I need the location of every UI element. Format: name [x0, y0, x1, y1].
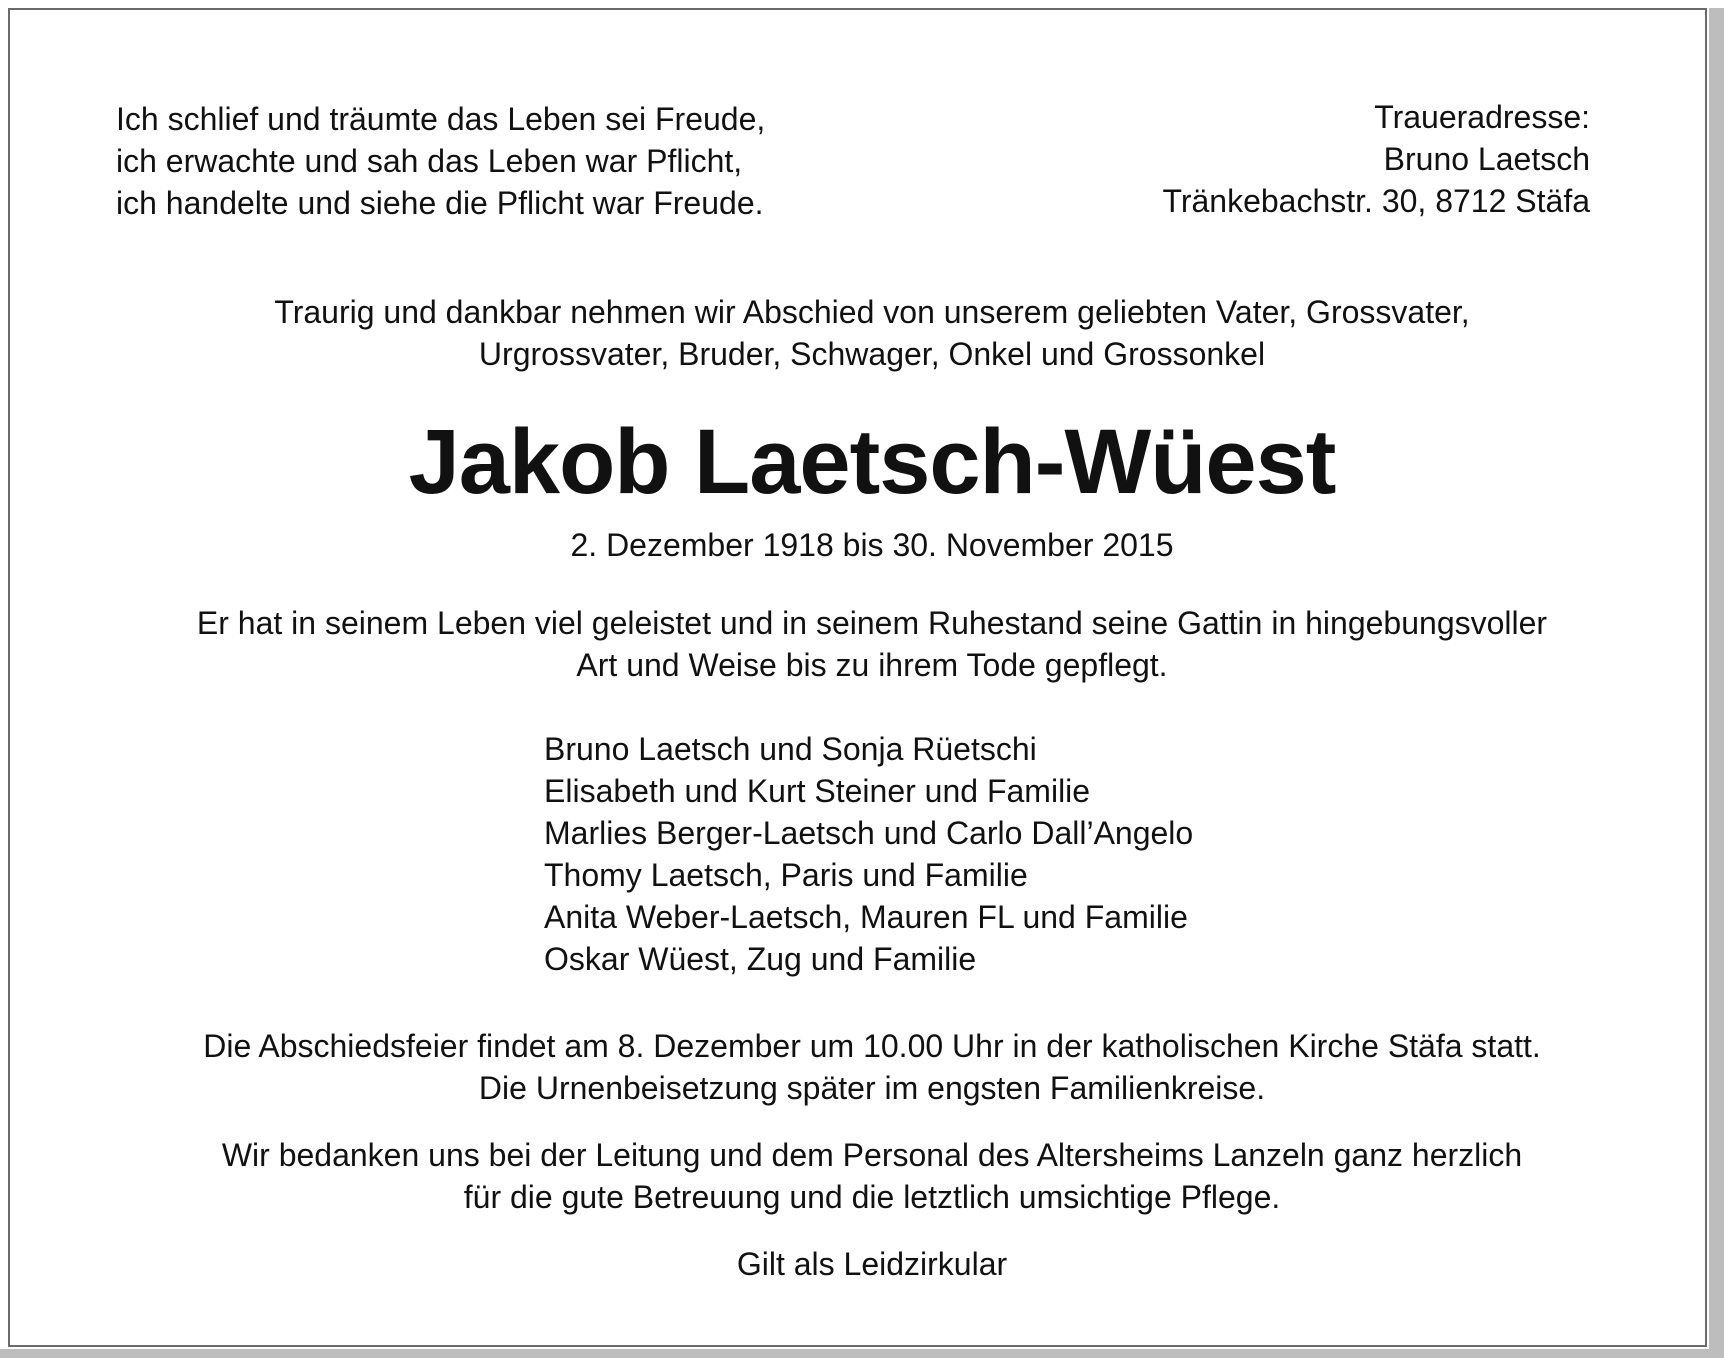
ceremony-line: Die Abschiedsfeier findet am 8. Dezember um 10.00 Uhr in der katholischen Kirche Stäfa statt.	[203, 1028, 1541, 1064]
mourner-entry: Thomy Laetsch, Paris und Familie	[544, 857, 1028, 893]
closing-note: Gilt als Leidzirkular	[736, 1246, 1008, 1282]
intro-text	[10, 291, 1724, 375]
address-label: Traueradresse:	[1374, 99, 1590, 135]
motto-line: Ich schlief und träumte das Leben sei Freude,	[116, 101, 766, 137]
life-dates: 2. Dezember 1918 bis 30. November 2015	[570, 527, 1174, 563]
intro-line: Urgrossvater, Bruder, Schwager, Onkel und Grossonkel	[478, 336, 1266, 372]
tribute-line: Art und Weise bis zu ihrem Tode gepflegt.	[576, 647, 1168, 683]
mourner-entry: Marlies Berger-Laetsch und Carlo Dall’Angelo	[544, 815, 1194, 851]
motto-verse	[116, 98, 765, 224]
thanks-line: Wir bedanken uns bei der Leitung und dem Personal des Altersheims Lanzeln ganz herzlich	[221, 1137, 1523, 1173]
obituary-notice	[8, 8, 1707, 1347]
deceased-name: Jakob Laetsch-Wüest	[408, 411, 1336, 513]
address-street: Tränkebachstr. 30, 8712 Stäfa	[1162, 183, 1590, 219]
thanks-text	[10, 1134, 1724, 1218]
thanks-line: für die gute Betreuung und die letztlich umsichtige Pflege.	[463, 1179, 1281, 1215]
motto-line: ich handelte und siehe die Pflicht war Freude.	[116, 185, 764, 221]
mourner-entry: Anita Weber-Laetsch, Mauren FL und Familie	[544, 899, 1188, 935]
page-shadow-bottom	[0, 1349, 1724, 1358]
ceremony-line: Die Urnenbeisetzung später im engsten Familienkreise.	[478, 1070, 1266, 1106]
address-name: Bruno Laetsch	[1383, 141, 1590, 177]
mourner-entry: Oskar Wüest, Zug und Familie	[544, 941, 977, 977]
mourning-address	[1162, 96, 1590, 222]
ceremony-info	[10, 1025, 1724, 1109]
tribute-line: Er hat in seinem Leben viel geleistet und in seinem Ruhestand seine Gattin in hingebungsvoller	[196, 605, 1548, 641]
mourner-entry: Elisabeth und Kurt Steiner und Familie	[544, 773, 1091, 809]
mourner-entry: Bruno Laetsch und Sonja Rüetschi	[544, 731, 1037, 767]
motto-line: ich erwachte und sah das Leben war Pflicht,	[116, 143, 743, 179]
mourners-list	[544, 728, 1193, 980]
intro-line: Traurig und dankbar nehmen wir Abschied von unserem geliebten Vater, Grossvater,	[274, 294, 1470, 330]
tribute-text	[10, 602, 1724, 686]
